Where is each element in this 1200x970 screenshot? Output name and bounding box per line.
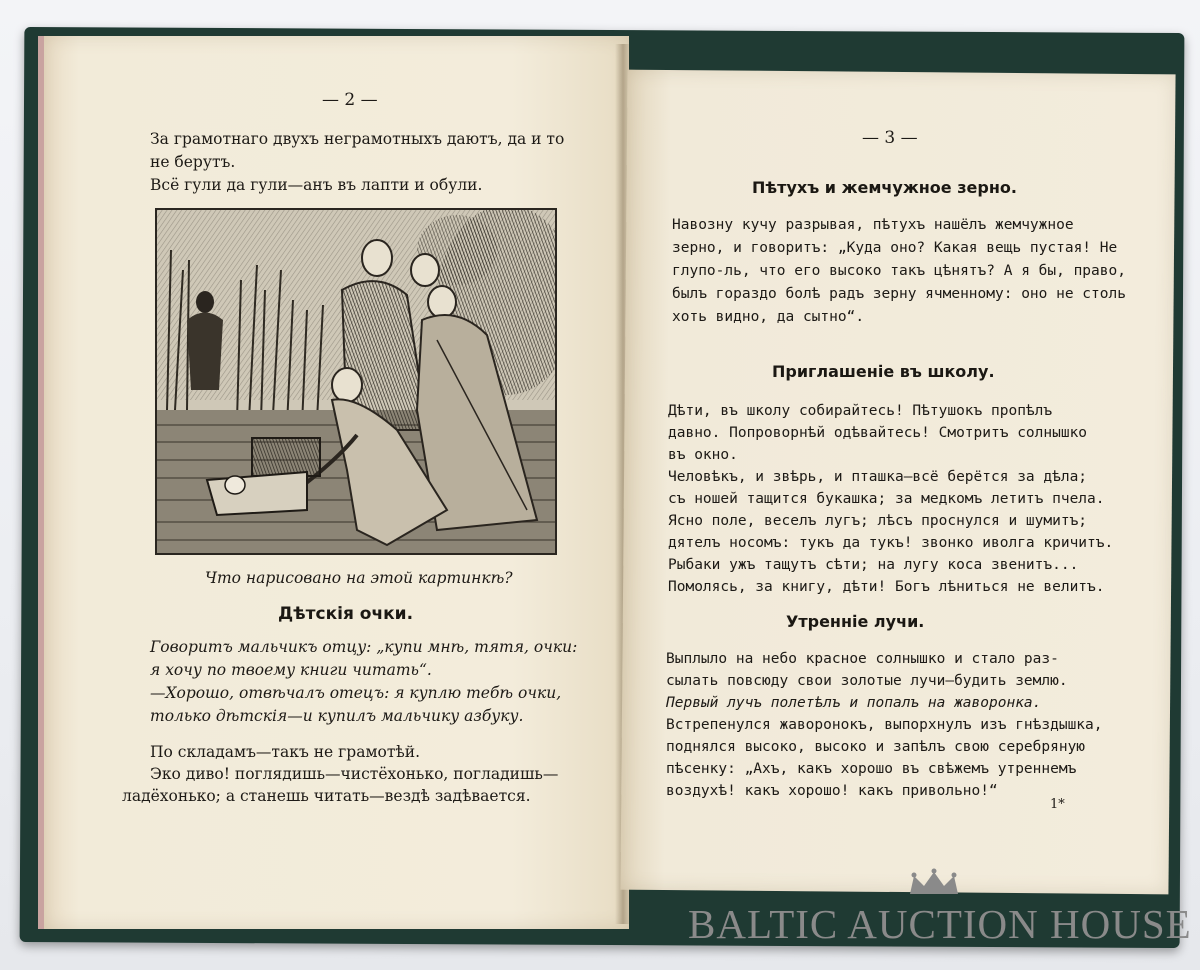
section-line: Встрепенулся жаворонокъ, выпорхнулъ изъ гнѣздышка, [666,717,1103,733]
section-line: воздухѣ! какъ хорошо! какъ привольно!“ [666,783,998,799]
section-line: хоть видно, да сытно“. [672,309,865,325]
section-title: Пѣтухъ и жемчужное зерно. [752,178,1017,197]
proverb-line: Всё гули да гули—анъ въ лапти и обули. [150,176,483,194]
closing-line: ладёхонько; а станешь читать—вездѣ задѣвается. [122,787,531,805]
proverb-line: За грамотнаго двухъ неграмотныхъ даютъ, да и то [150,130,565,148]
proverb-line: не берутъ. [150,153,236,171]
section-line: Ясно поле, веселъ лугъ; лѣсъ проснулся и шумитъ; [668,513,1088,529]
section-line: въ окно. [668,447,738,463]
crown-icon [906,868,962,898]
section-line: сылать повсюду свои золотые лучи—будить землю. [666,673,1068,689]
section-line: съ ношей тащится букашка; за медкомъ летитъ пчела. [668,491,1105,507]
section-title: Приглашеніе въ школу. [772,362,995,381]
section-line: зерно, и говоритъ: „Куда оно? Какая вещь пустая! Не [672,240,1118,256]
closing-line: По складамъ—такъ не грамотѣй. [150,743,421,761]
section-line: Помолясь, за книгу, дѣти! Богъ лѣниться не велитъ. [668,579,1105,595]
section-title: Дѣтскія очки. [278,604,414,624]
section-line: пѣсенку: „Ахъ, какъ хорошо въ свѣжемъ утреннемъ [666,761,1077,777]
closing-line: Эко диво! поглядишь—чистёхонько, погладишь— [150,765,559,783]
section-line: —Хорошо, отвѣчалъ отецъ: я куплю тебѣ очки, [150,684,562,702]
section-line: давно. Попроворнѣй одѣвайтесь! Смотритъ солнышко [668,425,1088,441]
engraving-image [157,210,555,553]
section-line: Первый лучъ полетѣлъ и попалъ на жаворонка. [666,695,1042,711]
section-line: глупо-ль, что его высоко такъ цѣнятъ? А я бы, право, [672,263,1126,279]
section-line: Навозну кучу разрывая, пѣтухъ нашёлъ жемчужное [672,217,1074,233]
section-line: Дѣти, въ школу собирайтесь! Пѣтушокъ пропѣлъ [668,403,1053,419]
section-line: былъ гораздо болѣ радъ зерну ячменному: оно не столь [672,286,1126,302]
watermark-text: BALTIC AUCTION HOUSE [688,901,1192,947]
left-page-number: — 2 — [322,90,378,110]
section-line: только дѣтскія—и купилъ мальчику азбуку. [150,707,524,725]
section-line: Выплыло на небо красное солнышко и стало раз- [666,651,1059,667]
section-line: Человѣкъ, и звѣрь, и пташка—всё берётся за дѣла; [668,469,1088,485]
section-line: я хочу по твоему книги читать“. [150,661,432,679]
section-line: дятелъ носомъ: тукъ да тукъ! звонко иволга кричитъ. [668,535,1114,551]
engraving-illustration [155,208,557,555]
section-line: поднялся высоко, высоко и запѣлъ свою серебряную [666,739,1086,755]
right-page-number: — 3 — [862,128,918,148]
section-line: Рыбаки ужъ тащутъ сѣти; на лугу коса звенитъ... [668,557,1079,573]
section-title: Утренніе лучи. [786,612,925,631]
section-line: Говоритъ мальчикъ отцу: „купи мнѣ, тятя, очки: [150,638,578,656]
illustration-caption: Что нарисовано на этой картинкѣ? [205,569,513,587]
signature-mark: 1* [1050,797,1065,812]
